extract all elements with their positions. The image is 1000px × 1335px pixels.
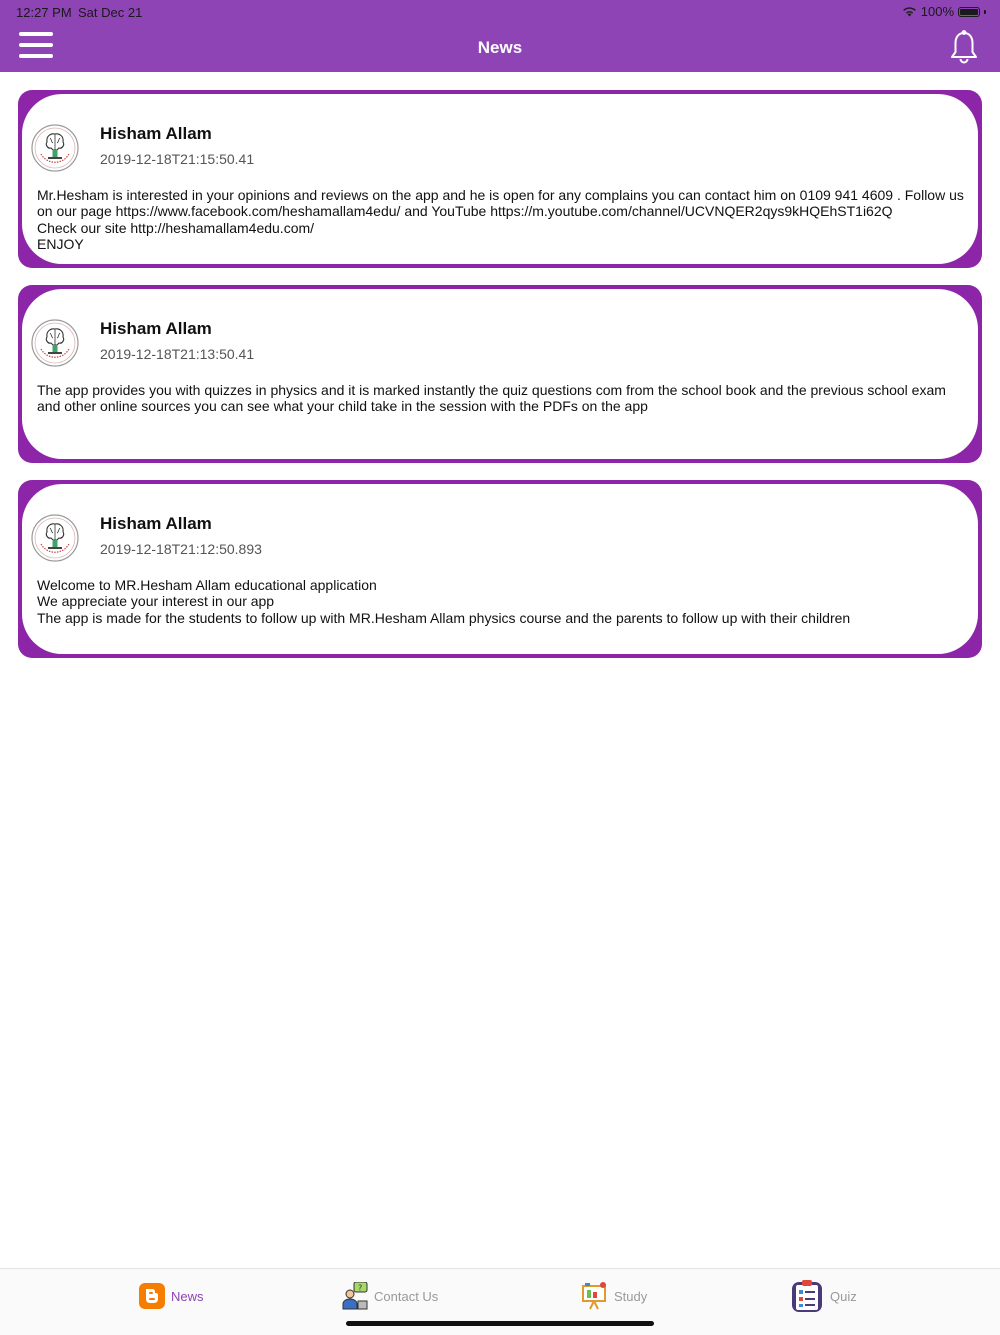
blogger-icon [139,1283,165,1309]
status-time: 12:27 PM [16,5,72,20]
news-feed [18,90,982,675]
wifi-icon [902,6,917,17]
tab-label: Quiz [830,1288,857,1304]
news-body: Mr.Hesham is interested in your opinions and reviews on the app and he is open for any complains you can contact him on 0109 941 4609 . Follow us on our page https://www.facebook.com/heshamallam4edu/ and YouTube https://m.youtube.com/channel/UCVNQER2qys9kHQEhST1i62Q Check our site http://heshamallam4edu.com/ ENJOY [37,187,964,253]
news-card-content [22,484,978,654]
tab-news[interactable] [139,1281,204,1311]
news-card-content [22,94,978,264]
brain-logo-avatar [31,514,79,562]
news-author: Hisham Allam [100,319,212,338]
tab-label: News [171,1288,204,1304]
tab-contact-us[interactable] [342,1281,438,1311]
support-person-icon [342,1282,368,1310]
tab-label: Study [614,1288,648,1304]
news-timestamp: 2019-12-18T21:12:50.893 [100,541,262,557]
news-body: The app provides you with quizzes in physics and it is marked instantly the quiz questions com from the school book and the previous school exam and other online sources you can see what your child take in the session with the PDFs on the app [37,382,946,415]
battery-cap [984,10,986,14]
brain-logo-avatar [31,124,79,172]
news-card[interactable] [18,480,982,658]
app-header [0,0,1000,72]
status-indicators [902,4,986,19]
brain-logo-avatar [31,319,79,367]
status-bar [0,0,1000,24]
tab-study[interactable] [582,1281,647,1311]
tab-quiz[interactable] [790,1281,857,1311]
presentation-board-icon [582,1282,608,1310]
svg-text:?: ? [358,1283,363,1293]
news-author: Hisham Allam [100,124,212,143]
news-timestamp: 2019-12-18T21:13:50.41 [100,346,255,362]
news-timestamp: 2019-12-18T21:15:50.41 [100,151,255,167]
status-date: Sat Dec 21 [78,5,143,20]
tab-label: Contact Us [374,1288,439,1304]
news-card-content [22,289,978,459]
news-card[interactable] [18,90,982,268]
bell-icon[interactable] [950,30,978,64]
news-author: Hisham Allam [100,514,212,533]
clipboard-checklist-icon [790,1279,824,1313]
battery-icon [958,7,980,17]
page-title: News [477,38,523,57]
home-indicator[interactable] [346,1321,654,1326]
news-card[interactable] [18,285,982,463]
news-body: Welcome to MR.Hesham Allam educational application We appreciate your interest in our app The app is made for the students to follow up with MR.Hesham Allam physics course and the parents to follow up with their children [37,577,851,626]
battery-percent: 100% [920,4,954,19]
